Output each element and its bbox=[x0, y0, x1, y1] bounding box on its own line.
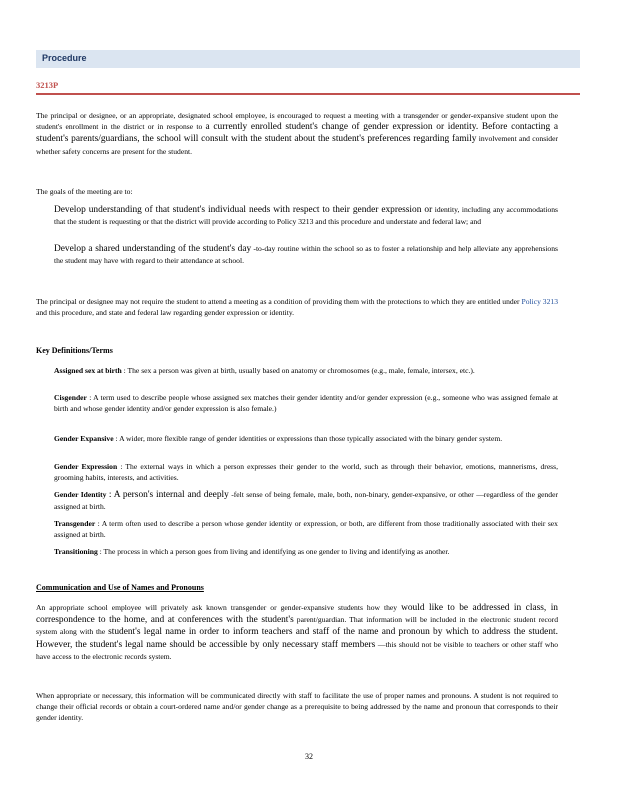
communication-heading: Communication and Use of Names and Pronouns bbox=[36, 583, 204, 592]
protections-paragraph bbox=[36, 296, 558, 318]
goal-text-small: identity, including any accommodations that the student is requesting or that the district will provide according to Policy 3213 and this procedure and understate and federal law; and bbox=[54, 205, 559, 227]
names-pronouns-paragraph bbox=[36, 602, 558, 662]
definition-text: : The sex a person was given at birth, usually based on anatomy or chromosomes (e.g., male, female, intersex, etc.). bbox=[123, 366, 475, 375]
definition-text: : The external ways in which a person expresses their gender to the world, such as through their behavior, emotions, mannerisms, dress, grooming habits, interests, and activities. bbox=[54, 462, 558, 483]
section-rule bbox=[36, 93, 580, 95]
definition-text: : A wider, more flexible range of gender identities or expressions than those typically associated with the binary gender system. bbox=[115, 434, 503, 443]
definition-text: : A term often used to describe a person whose gender identity or expression, or both, are different from those traditionally associated with their sex assigned at birth. bbox=[54, 519, 558, 540]
definition-term: Gender Identity bbox=[54, 490, 107, 499]
intro-text-small-end: involvement and consider whether safety concerns are present for the student. bbox=[36, 134, 558, 156]
communication-paragraph: When appropriate or necessary, this information will be communicated directly with staff to facilitate the use of proper names and pronouns. A student is not required to change their official records or obtain a court-ordered name and/or gender change as a prerequisite to being addressed by the name and pronoun that corresponds to their gender identity. bbox=[36, 691, 558, 723]
goals-intro: The goals of the meeting are to: bbox=[36, 187, 133, 196]
names-text-large: student's legal name in order to inform teachers and staff of the name and pronoun by which to address the student. However, the student's legal name should be accessible by only necessary staff members bbox=[36, 627, 558, 650]
protections-text-end: and this procedure, and state and federal law regarding gender expression or identity. bbox=[36, 308, 295, 318]
definition-term: Transgender bbox=[54, 519, 96, 528]
names-text-large: would like to be addressed in class, in correspondence to the home, and at conferences with the student's bbox=[36, 603, 558, 626]
goal-text-large: Develop understanding of that student's individual needs with respect to their gender expression or bbox=[54, 205, 433, 215]
section-header-band bbox=[36, 50, 580, 68]
policy-link[interactable]: Policy 3213 bbox=[521, 297, 558, 306]
protections-text: The principal or designee may not require the student to attend a meeting as a condition of providing them with the protections to which they are entitled under bbox=[36, 297, 520, 306]
definition-text-large: : A person's internal and deeply bbox=[108, 490, 229, 500]
key-definitions-heading: Key Definitions/Terms bbox=[36, 346, 113, 355]
names-text-small: An appropriate school employee will privately ask known transgender or gender-expansive students how they bbox=[36, 603, 398, 612]
names-text-small: —this should not be visible to teachers or other staff who have access to the electronic records system. bbox=[36, 639, 558, 661]
goal-text-large: Develop a shared understanding of the student's day bbox=[54, 244, 252, 254]
definition-text: -felt sense of being female, male, both, non-binary, gender-expansive, or other —regardless of the gender assigned at birth. bbox=[54, 490, 558, 512]
section-title: Procedure bbox=[42, 53, 87, 63]
intro-text-small: The principal or designee, or an appropriate, designated school employee, is encouraged to request a meeting with a transgender or gender-expansive student upon the student's enrollment in the district or in response to bbox=[36, 111, 558, 132]
definition-term: Gender Expression bbox=[54, 462, 118, 471]
definition-text: : A term used to describe people whose assigned sex matches their gender identity and/or gender expression (e.g., someone who was assigned female at birth and whose gender identity and/or gender expression is also female.) bbox=[54, 393, 558, 414]
intro-text-large: a currently enrolled student's change of gender expression or identity. Before contacting a student's parents/guardians, the school will consult with the student about the student's preferences regarding family bbox=[36, 122, 558, 145]
section-number: 3213P bbox=[36, 80, 59, 90]
definition-term: Gender Expansive bbox=[54, 434, 114, 443]
definition-text: : The process in which a person goes from living and identifying as one gender to living and identifying as another. bbox=[99, 547, 450, 556]
goal-text-small: -to-day routine within the school so as to foster a relationship and help alleviate any apprehensions the student may have with regard to their attendance at school. bbox=[54, 244, 558, 266]
definition-term: Transitioning bbox=[54, 547, 98, 556]
definition-term: Assigned sex at birth bbox=[54, 366, 122, 375]
intro-paragraph bbox=[36, 110, 558, 157]
page-number: 32 bbox=[305, 752, 313, 761]
definition-term: Cisgender bbox=[54, 393, 87, 402]
names-text-small: parent/guardian. That information will be included in the electronic student record system along with the bbox=[36, 615, 558, 637]
